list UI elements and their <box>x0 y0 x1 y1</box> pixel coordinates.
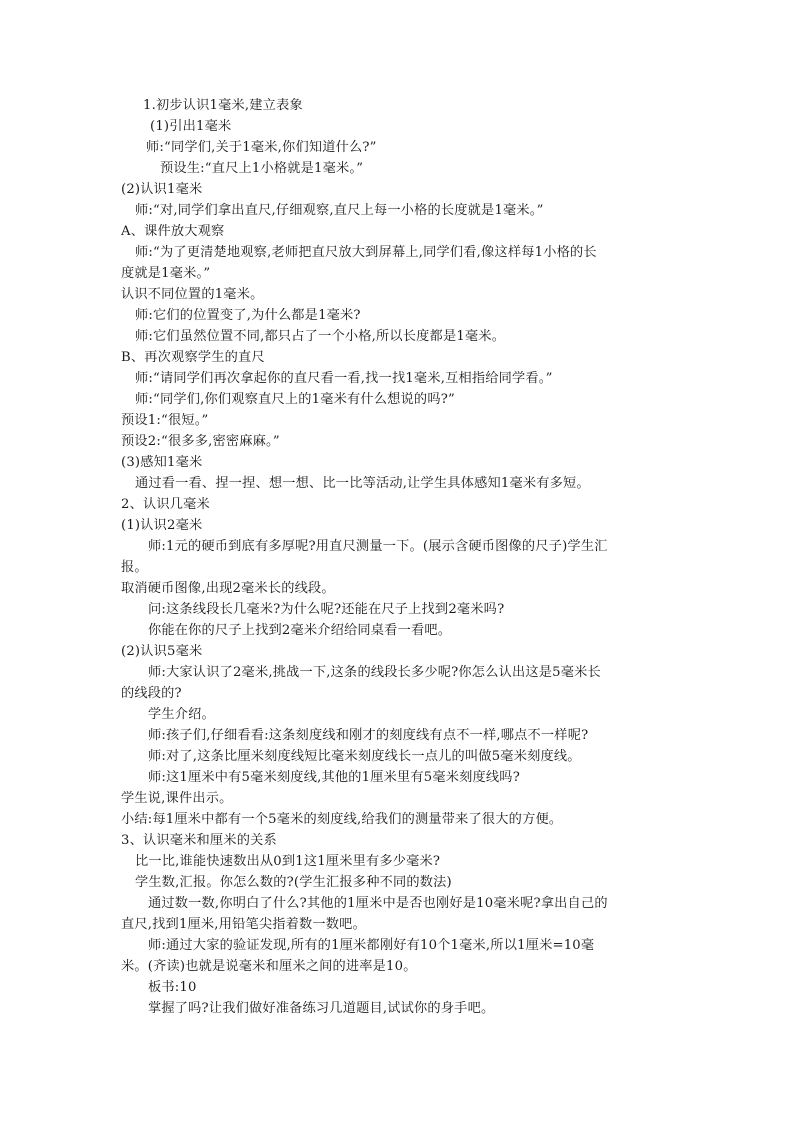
text-line: (1)引出1毫米 <box>150 119 232 134</box>
text-line: 师:“同学们,关于1毫米,你们知道什么?” <box>146 140 377 155</box>
text-line: 掌握了吗?让我们做好准备练习几道题目,试试你的身手吧。 <box>148 1001 495 1016</box>
text-line: 比一比,谁能快速数出从0到1这1厘米里有多少毫米? <box>135 854 441 869</box>
text-line: (1)认识2毫米 <box>121 518 203 533</box>
text-line: 板书:10 <box>148 980 197 995</box>
text-line: 师:孩子们,仔细看看:这条刻度线和刚才的刻度线有点不一样,哪点不一样呢? <box>148 728 589 743</box>
text-line: 预设生:“直尺上1小格就是1毫米。” <box>160 161 364 176</box>
text-line: 你能在你的尺子上找到2毫米介绍给同桌看一看吧。 <box>148 623 452 638</box>
text-line: 师:“为了更清楚地观察,老师把直尺放大到屏幕上,同学们看,像这样每1小格的长 <box>135 245 597 260</box>
text-line: 学生介绍。 <box>148 707 215 722</box>
text-line: 通过看一看、捏一捏、想一想、比一比等活动,让学生具体感知1毫米有多短。 <box>135 476 590 491</box>
text-line: 米。(齐读)也就是说毫米和厘米之间的进率是10。 <box>121 959 417 974</box>
text-line: 通过数一数,你明白了什么?其他的1厘米中是否也刚好是10毫米呢?拿出自己的 <box>148 896 608 911</box>
text-line: (2)认识1毫米 <box>121 182 203 197</box>
text-line: 师:这1厘米中有5毫米刻度线,其他的1厘米里有5毫米刻度线吗? <box>148 770 520 785</box>
text-line: 师:大家认识了2毫米,挑战一下,这条的线段长多少呢?你怎么认出这是5毫米长 <box>148 665 601 680</box>
text-line: 师:1元的硬币到底有多厚呢?用直尺测量一下。(展示含硬币图像的尺子)学生汇 <box>148 539 608 554</box>
text-line: 预设1:“很短。” <box>121 413 209 428</box>
text-line: 2、认识几毫米 <box>121 497 210 512</box>
text-line: B、再次观察学生的直尺 <box>121 350 265 365</box>
text-line: 3、认识毫米和厘米的关系 <box>121 833 277 848</box>
text-line: 取消硬币图像,出现2毫米长的线段。 <box>121 581 335 596</box>
text-line: 师:对了,这条比厘米刻度线短比毫米刻度线长一点儿的叫做5毫米刻度线。 <box>148 749 581 764</box>
text-line: 1.初步认识1毫米,建立表象 <box>143 98 303 113</box>
text-line: 学生说,课件出示。 <box>121 791 233 806</box>
text-line: 问:这条线段长几毫米?为什么呢?还能在尺子上找到2毫米吗? <box>148 602 505 617</box>
text-line: 师:通过大家的验证发现,所有的1厘米都刚好有10个1毫米,所以1厘米=10毫 <box>148 938 595 953</box>
text-line: 学生数,汇报。你怎么数的?(学生汇报多种不同的数法) <box>135 875 452 890</box>
text-line: 直尺,找到1厘米,用铅笔尖指着数一数吧。 <box>121 917 366 932</box>
text-line: 小结:每1厘米中都有一个5毫米的刻度线,给我们的测量带来了很大的方便。 <box>121 812 563 827</box>
text-line: 认识不同位置的1毫米。 <box>121 287 264 302</box>
text-line: 报。 <box>121 560 148 575</box>
text-line: A、课件放大观察 <box>121 224 225 239</box>
text-line: (2)认识5毫米 <box>121 644 203 659</box>
text-line: 度就是1毫米。” <box>121 266 211 281</box>
text-line: 师:它们的位置变了,为什么都是1毫米? <box>135 308 361 323</box>
text-line: 师:“同学们,你们观察直尺上的1毫米有什么想说的吗?” <box>135 392 455 407</box>
text-line: 师:它们虽然位置不同,都只占了一个小格,所以长度都是1毫米。 <box>135 329 506 344</box>
text-line: 预设2:“很多多,密密麻麻。” <box>121 434 280 449</box>
text-line: (3)感知1毫米 <box>121 455 203 470</box>
text-line: 师:“请同学们再次拿起你的直尺看一看,找一找1毫米,互相指给同学看。” <box>135 371 553 386</box>
text-line: 的线段的? <box>121 686 182 701</box>
text-line: 师:“对,同学们拿出直尺,仔细观察,直尺上每一小格的长度就是1毫米。” <box>135 203 544 218</box>
